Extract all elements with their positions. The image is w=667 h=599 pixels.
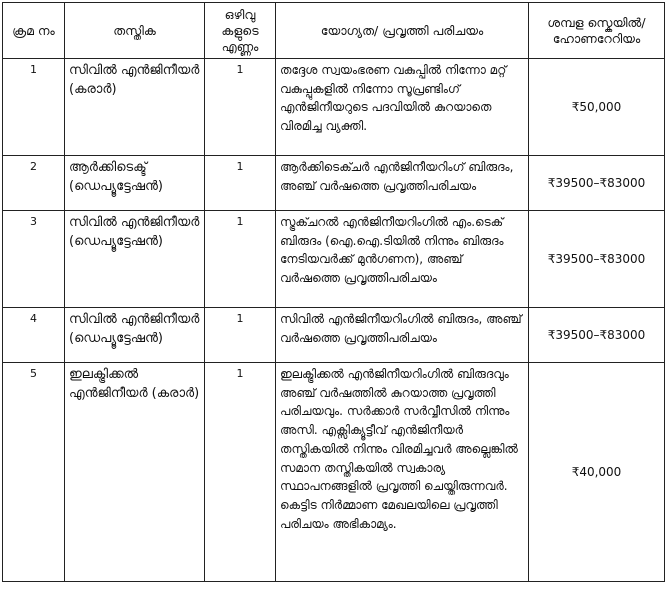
row-vacancies: 1	[205, 59, 276, 156]
row-num: 2	[3, 156, 65, 211]
header-vacancies: ഒഴിവു കളുടെ എണ്ണം	[205, 3, 276, 59]
row-qualification: തദ്ദേശ സ്വയംഭരണ വകുപ്പിൽ നിന്നോ മറ്റ് വകുപ്പുകളിൽ നിന്നോ സൂപ്രണ്ടിംഗ് എൻജിനീയറുടെ പദവിയിൽ കുറയാതെ വിരമിച്ച വ്യക്തി.	[276, 59, 529, 156]
header-post: തസ്തിക	[65, 3, 205, 59]
table-row	[3, 308, 665, 363]
row-num: 4	[3, 308, 65, 363]
header-qualification: യോഗ്യത/ പ്രവൃത്തി പരിചയം	[276, 3, 529, 59]
row-pay: ₹39500–₹83000	[529, 156, 665, 211]
row-num: 1	[3, 59, 65, 156]
table-header-row	[3, 3, 665, 59]
row-post: ആർക്കിടെക്ട് (ഡെപ്യൂട്ടേഷൻ)	[65, 156, 205, 211]
row-pay: ₹39500–₹83000	[529, 308, 665, 363]
table-row	[3, 156, 665, 211]
row-qualification: സിവിൽ എൻജിനീയറിംഗിൽ ബിരുദം, അഞ്ച് വർഷത്തെ പ്രവൃത്തിപരിചയം	[276, 308, 529, 363]
row-pay: ₹39500–₹83000	[529, 211, 665, 308]
row-qualification: ആർക്കിടെക്ചർ എൻജിനീയറിംഗ് ബിരുദം, അഞ്ച് വർഷത്തെ പ്രവൃത്തിപരിചയം	[276, 156, 529, 211]
row-pay: ₹50,000	[529, 59, 665, 156]
row-vacancies: 1	[205, 156, 276, 211]
row-post: സിവിൽ എൻജിനീയർ (കരാർ)	[65, 59, 205, 156]
row-post: ഇലക്ട്രിക്കൽ എൻജിനീയർ (കരാർ)	[65, 363, 205, 582]
row-vacancies: 1	[205, 363, 276, 582]
row-num: 3	[3, 211, 65, 308]
header-num: ക്രമ നം	[3, 3, 65, 59]
table-row	[3, 211, 665, 308]
row-qualification: ഇലക്ട്രിക്കൽ എൻജിനീയറിംഗിൽ ബിരുദവും അഞ്ച് വർഷത്തിൽ കുറയാത്ത പ്രവൃത്തി പരിചയവും. സർക്കാർ സർവ്വീസിൽ നിന്നും അസി. എക്സിക്യൂട്ടീവ് എൻജിനീയർ തസ്തികയിൽ നിന്നും വിരമിച്ചവർ അല്ലെങ്കിൽ സമാന തസ്തികയിൽ സ്വകാര്യ സ്ഥാപനങ്ങളിൽ പ്രവൃത്തി ചെയ്തിരുന്നവർ. കെട്ടിട നിർമ്മാണ മേഖലയിലെ പ്രവൃത്തി പരിചയം അഭികാമ്യം.	[276, 363, 529, 582]
row-pay: ₹40,000	[529, 363, 665, 582]
header-pay: ശമ്പള സ്കെയിൽ/ ഹോണറേറിയം	[529, 3, 665, 59]
vacancy-table	[2, 2, 665, 582]
table-row	[3, 59, 665, 156]
row-post: സിവിൽ എൻജിനീയർ (ഡെപ്യൂട്ടേഷൻ)	[65, 308, 205, 363]
row-qualification: സ്ട്രക്ചറൽ എൻജിനീയറിംഗിൽ എം.ടെക് ബിരുദം (ഐ.ഐ.ടിയിൽ നിന്നും ബിരുദം നേടിയവർക്ക് മുൻഗണന), അഞ്ച് വർഷത്തെ പ്രവൃത്തിപരിചയം	[276, 211, 529, 308]
row-vacancies: 1	[205, 211, 276, 308]
row-post: സിവിൽ എൻജിനീയർ (ഡെപ്യൂട്ടേഷൻ)	[65, 211, 205, 308]
row-vacancies: 1	[205, 308, 276, 363]
row-num: 5	[3, 363, 65, 582]
table-row	[3, 363, 665, 582]
